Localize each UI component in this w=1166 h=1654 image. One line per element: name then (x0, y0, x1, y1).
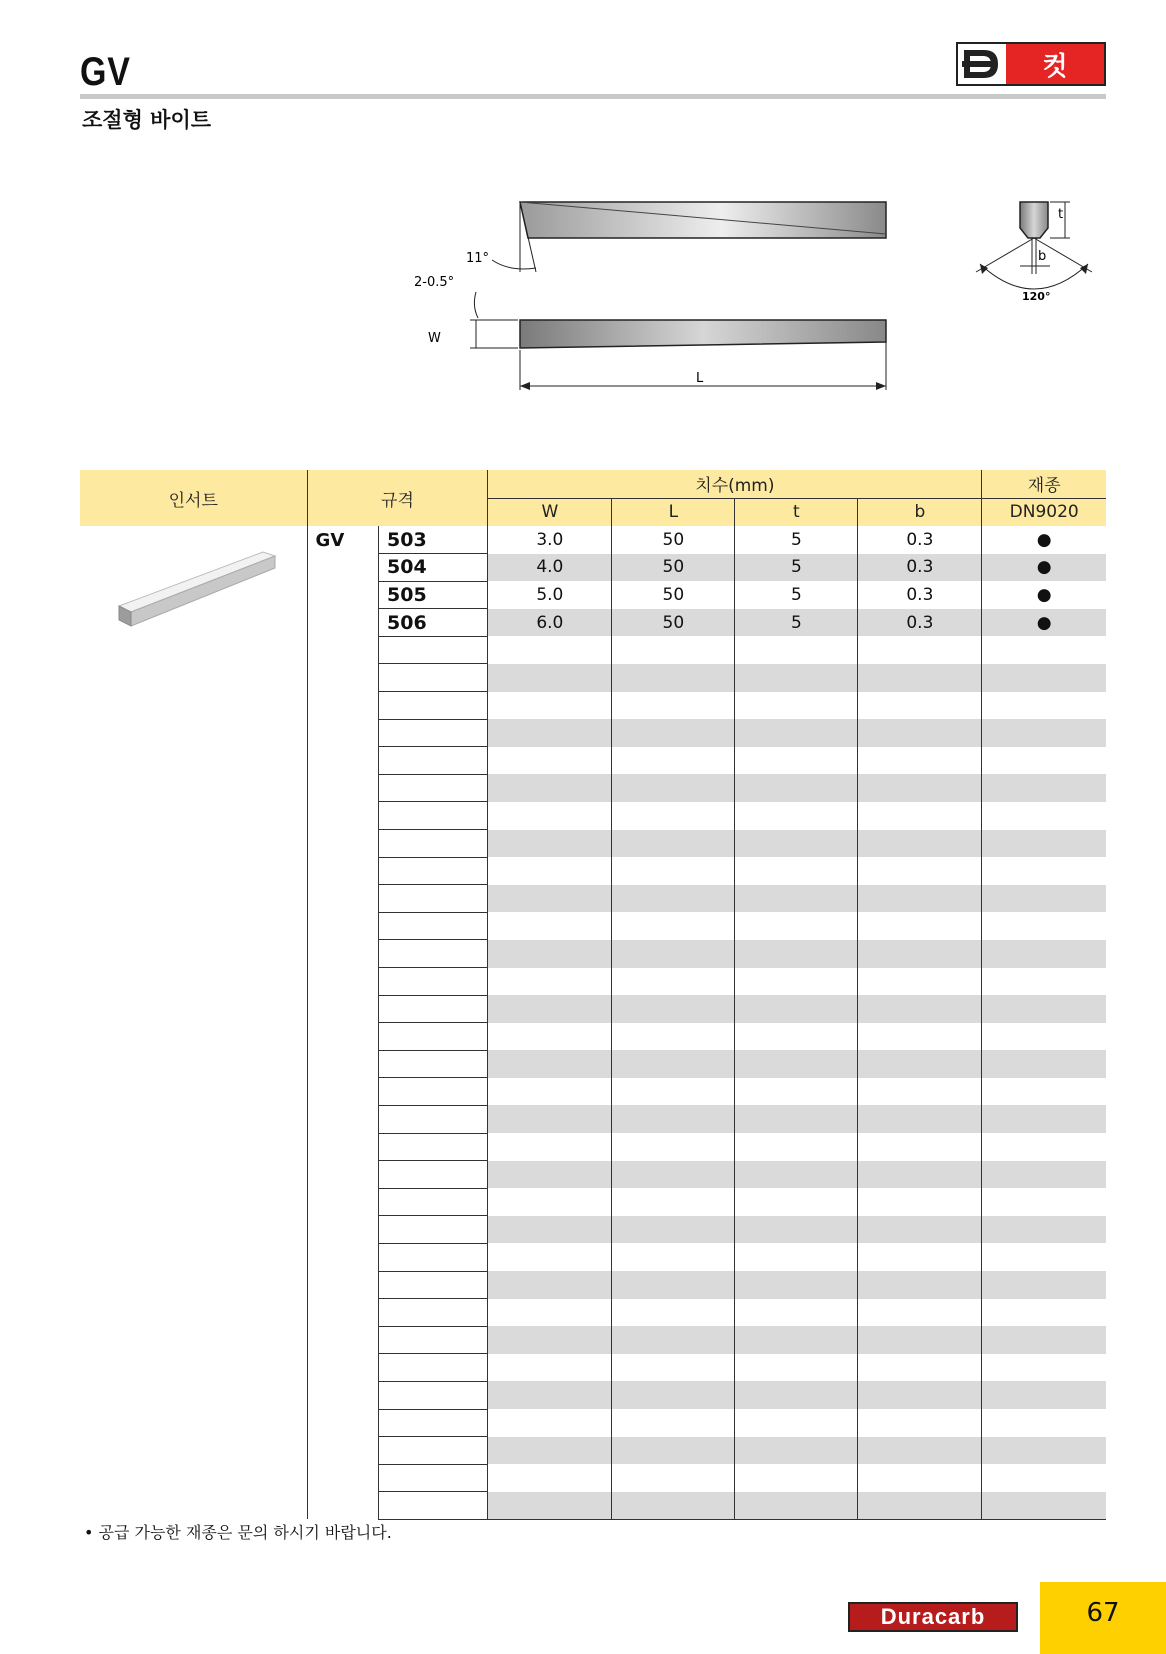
cell-w: 4.0 (488, 554, 612, 582)
spec-code (379, 1188, 488, 1216)
spec-code (379, 1381, 488, 1409)
cell-t (735, 1216, 858, 1244)
cell-t (735, 912, 858, 940)
cell-l (612, 968, 735, 996)
cell-b: 0.3 (858, 526, 982, 554)
cell-l (612, 1133, 735, 1161)
cell-t (735, 1105, 858, 1133)
cell-t (735, 885, 858, 913)
cell-l: 50 (612, 609, 735, 637)
spec-code (379, 995, 488, 1023)
cell-l (612, 1492, 735, 1520)
cell-l (612, 774, 735, 802)
cell-t (735, 1326, 858, 1354)
cell-w (488, 1437, 612, 1465)
spec-code (379, 664, 488, 692)
spec-code (379, 1326, 488, 1354)
spec-code (379, 1354, 488, 1382)
spec-table (80, 470, 1106, 1520)
cell-grade (982, 747, 1106, 775)
spec-code (379, 636, 488, 664)
cell-b (858, 1299, 982, 1327)
cell-b (858, 857, 982, 885)
cell-l (612, 1271, 735, 1299)
cell-grade (982, 1243, 1106, 1271)
cell-b (858, 1271, 982, 1299)
cell-grade (982, 774, 1106, 802)
cell-grade (982, 664, 1106, 692)
cell-l (612, 1354, 735, 1382)
cell-t (735, 968, 858, 996)
spec-code (379, 1437, 488, 1465)
cell-t (735, 774, 858, 802)
cell-b (858, 1023, 982, 1051)
cell-l (612, 1437, 735, 1465)
cell-t (735, 1299, 858, 1327)
cell-l (612, 885, 735, 913)
cell-t (735, 747, 858, 775)
cell-l (612, 692, 735, 720)
cell-grade (982, 857, 1106, 885)
cell-grade (982, 719, 1106, 747)
cell-grade (982, 995, 1106, 1023)
cell-w (488, 857, 612, 885)
dim-w-label: W (428, 331, 441, 346)
page-title: GV (80, 50, 131, 94)
cell-grade: ● (1036, 529, 1052, 550)
cell-t: 5 (735, 554, 858, 582)
spec-code (379, 1409, 488, 1437)
cell-l (612, 940, 735, 968)
cell-grade (982, 1133, 1106, 1161)
cell-b (858, 719, 982, 747)
cell-grade (982, 1409, 1106, 1437)
cell-l (612, 1078, 735, 1106)
cell-b (858, 1161, 982, 1189)
cell-grade: ● (982, 554, 1106, 582)
cell-w (488, 1354, 612, 1382)
spec-code (379, 968, 488, 996)
cell-grade (982, 1299, 1106, 1327)
cell-l (612, 1409, 735, 1437)
cell-l (612, 719, 735, 747)
cell-l (612, 1299, 735, 1327)
cell-b (858, 636, 982, 664)
cell-grade (982, 1271, 1106, 1299)
cell-grade (982, 1023, 1106, 1051)
header-dimensions: 치수(mm) (488, 470, 982, 498)
cell-w (488, 1409, 612, 1437)
cell-grade (982, 885, 1106, 913)
cell-b (858, 1243, 982, 1271)
cell-t: 5 (735, 526, 858, 554)
cell-t (735, 692, 858, 720)
cell-t (735, 664, 858, 692)
cell-w (488, 719, 612, 747)
page-subtitle: 조절형 바이트 (82, 108, 212, 132)
angle-side-label: 2-0.5° (414, 275, 455, 290)
cell-grade (982, 1354, 1106, 1382)
cell-w (488, 885, 612, 913)
dim-b-label: b (1038, 249, 1047, 264)
cell-t (735, 719, 858, 747)
spec-code (379, 1161, 488, 1189)
cell-t (735, 940, 858, 968)
cell-t (735, 1243, 858, 1271)
series-label: GV (307, 526, 378, 1519)
cell-b (858, 1437, 982, 1465)
cell-l (612, 995, 735, 1023)
cell-grade (982, 1161, 1106, 1189)
header-grade: 재종 (982, 470, 1106, 498)
title-rule (80, 94, 1106, 99)
header-l: L (612, 498, 735, 526)
cell-t (735, 1354, 858, 1382)
cell-l: 50 (612, 526, 735, 554)
cell-grade (982, 1105, 1106, 1133)
cell-l (612, 1326, 735, 1354)
cell-grade (982, 802, 1106, 830)
cell-b (858, 1409, 982, 1437)
cell-l (612, 747, 735, 775)
cell-b (858, 1105, 982, 1133)
cell-t (735, 857, 858, 885)
spec-code (379, 747, 488, 775)
spec-code (379, 774, 488, 802)
spec-code (379, 1492, 488, 1520)
cell-b (858, 940, 982, 968)
table-row (80, 526, 1106, 554)
cell-w: 3.0 (488, 526, 612, 554)
cell-l (612, 1050, 735, 1078)
cell-t (735, 802, 858, 830)
spec-code: 504 (379, 554, 488, 582)
spec-code (379, 1243, 488, 1271)
header-w: W (488, 498, 612, 526)
cell-b (858, 1326, 982, 1354)
cell-w (488, 1464, 612, 1492)
cell-t (735, 1381, 858, 1409)
cell-w (488, 968, 612, 996)
cell-b (858, 1381, 982, 1409)
cell-t (735, 830, 858, 858)
cell-w: 5.0 (488, 581, 612, 609)
cell-b (858, 912, 982, 940)
spec-code (379, 1271, 488, 1299)
cell-w (488, 802, 612, 830)
cell-l: 50 (612, 581, 735, 609)
cell-w (488, 747, 612, 775)
cell-w (488, 1216, 612, 1244)
cell-w (488, 940, 612, 968)
cell-w (488, 912, 612, 940)
spec-code (379, 1464, 488, 1492)
spec-code (379, 830, 488, 858)
cell-l (612, 912, 735, 940)
cell-w (488, 1078, 612, 1106)
cell-l (612, 1188, 735, 1216)
side-view-bar (520, 320, 886, 348)
cell-grade (982, 830, 1106, 858)
cell-grade (982, 1078, 1106, 1106)
cell-l (612, 830, 735, 858)
spec-code (379, 692, 488, 720)
cell-t (735, 995, 858, 1023)
brand-logo: Duracarb (848, 1602, 1018, 1632)
page-number: 67 (1086, 1598, 1120, 1628)
cell-b (858, 1464, 982, 1492)
cell-w (488, 1161, 612, 1189)
cell-b (858, 1492, 982, 1520)
cell-b (858, 1354, 982, 1382)
cell-grade (982, 940, 1106, 968)
spec-code: 503 (379, 526, 488, 554)
cell-b (858, 1216, 982, 1244)
cell-t (735, 1161, 858, 1189)
cell-b (858, 774, 982, 802)
insert-image-cell (80, 526, 307, 1519)
cell-grade (982, 1188, 1106, 1216)
spec-code (379, 802, 488, 830)
cell-l: 50 (612, 554, 735, 582)
cell-b (858, 995, 982, 1023)
spec-code (379, 885, 488, 913)
cell-l (612, 664, 735, 692)
cell-t (735, 1050, 858, 1078)
dim-l-label: L (696, 371, 704, 386)
cell-t (735, 1078, 858, 1106)
cell-grade (982, 1381, 1106, 1409)
cell-t (735, 1409, 858, 1437)
cell-l (612, 1105, 735, 1133)
header-spec: 규격 (307, 470, 488, 526)
angle-tip-label: 120° (1022, 290, 1051, 303)
cell-grade (982, 968, 1106, 996)
d-logo-icon (958, 44, 1006, 84)
cell-t (735, 1437, 858, 1465)
header-grade-name: DN9020 (982, 498, 1106, 526)
cell-w (488, 692, 612, 720)
cell-grade (982, 1464, 1106, 1492)
spec-code (379, 1023, 488, 1051)
cell-w (488, 1299, 612, 1327)
footnote: • 공급 가능한 재종은 문의 하시기 바랍니다. (84, 1523, 392, 1542)
end-view-profile (1020, 202, 1048, 238)
cell-b (858, 692, 982, 720)
cell-b (858, 1050, 982, 1078)
spec-code (379, 912, 488, 940)
cell-w (488, 636, 612, 664)
cell-w (488, 664, 612, 692)
cell-t (735, 1023, 858, 1051)
cell-grade (982, 912, 1106, 940)
spec-code (379, 1050, 488, 1078)
angle-top-label: 11° (466, 251, 490, 266)
spec-code (379, 1216, 488, 1244)
cell-l (612, 802, 735, 830)
cell-l (612, 857, 735, 885)
cell-grade (982, 1216, 1106, 1244)
cell-t (735, 1271, 858, 1299)
cell-t (735, 1133, 858, 1161)
header-t: t (735, 498, 858, 526)
cell-w: 6.0 (488, 609, 612, 637)
spec-code (379, 857, 488, 885)
cell-grade: ● (1036, 584, 1052, 605)
spec-code (379, 1133, 488, 1161)
header-insert: 인서트 (80, 470, 307, 526)
cell-b (858, 1188, 982, 1216)
spec-code (379, 1299, 488, 1327)
cell-b (858, 1078, 982, 1106)
cell-w (488, 1133, 612, 1161)
cell-w (488, 1271, 612, 1299)
cell-w (488, 995, 612, 1023)
tool-diagram (414, 190, 1100, 410)
badge-label: 컷 (1006, 44, 1104, 84)
cell-w (488, 1326, 612, 1354)
cell-l (612, 1023, 735, 1051)
cell-grade (982, 1492, 1106, 1520)
cell-w (488, 1105, 612, 1133)
cell-t: 5 (735, 581, 858, 609)
cell-b (858, 1133, 982, 1161)
header-b: b (858, 498, 982, 526)
cell-w (488, 1188, 612, 1216)
spec-code (379, 1078, 488, 1106)
spec-code: 506 (379, 609, 488, 637)
cell-l (612, 1243, 735, 1271)
cell-b (858, 968, 982, 996)
cell-t (735, 1492, 858, 1520)
spec-code (379, 1105, 488, 1133)
cell-b (858, 885, 982, 913)
cell-b: 0.3 (858, 609, 982, 637)
cell-b: 0.3 (858, 581, 982, 609)
cell-w (488, 1050, 612, 1078)
cell-w (488, 1492, 612, 1520)
cell-w (488, 774, 612, 802)
cell-b (858, 830, 982, 858)
cell-grade (982, 692, 1106, 720)
cell-t (735, 636, 858, 664)
cell-l (612, 1161, 735, 1189)
spec-code (379, 719, 488, 747)
cell-w (488, 1381, 612, 1409)
cell-w (488, 1023, 612, 1051)
cell-grade (982, 1326, 1106, 1354)
cell-l (612, 636, 735, 664)
cell-t: 5 (735, 609, 858, 637)
cell-b (858, 802, 982, 830)
cell-grade (982, 1437, 1106, 1465)
cell-l (612, 1381, 735, 1409)
cell-l (612, 1216, 735, 1244)
cell-t (735, 1188, 858, 1216)
cell-grade: ● (982, 609, 1106, 637)
cell-b (858, 747, 982, 775)
spec-code: 505 (379, 581, 488, 609)
cell-grade (982, 636, 1106, 664)
cell-w (488, 830, 612, 858)
category-badge (956, 42, 1106, 86)
cell-b (858, 664, 982, 692)
top-view-bar (520, 202, 886, 238)
spec-code (379, 940, 488, 968)
insert-bar-image (85, 526, 301, 646)
cell-grade (982, 1050, 1106, 1078)
cell-t (735, 1464, 858, 1492)
cell-l (612, 1464, 735, 1492)
cell-b: 0.3 (858, 554, 982, 582)
dim-t-label: t (1058, 207, 1064, 222)
cell-w (488, 1243, 612, 1271)
